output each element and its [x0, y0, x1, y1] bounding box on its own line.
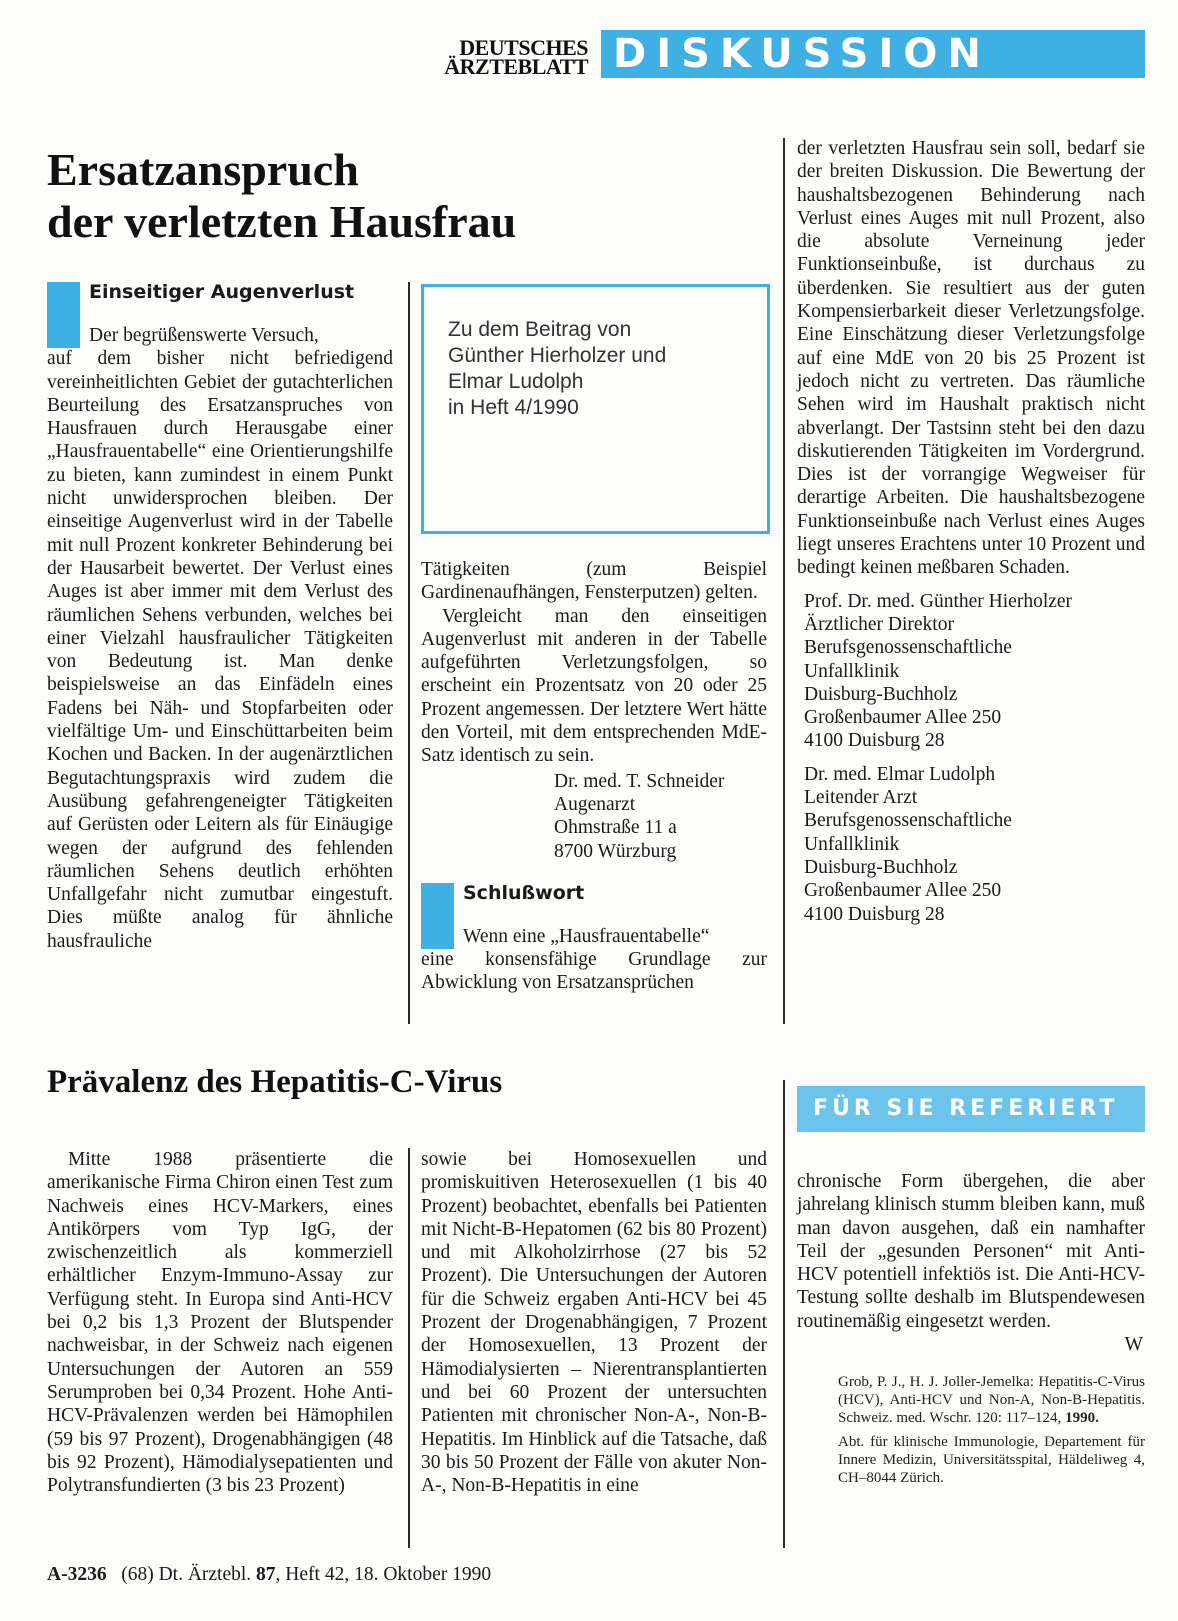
paragraph-body: eine konsensfähige Grundlage zur Abwicklung von Ersatzansprüchen [421, 949, 767, 994]
article2-column-3 [797, 1170, 1145, 1356]
paragraph: Vergleicht man den einseitigen Augenverlust mit anderen in der Tabelle aufgeführten Verletzungsfolgen, so erscheint ein Prozentsatz von 20 oder 25 Prozent angemessen. Der letztere Wert hätte den Vorteil, mit dem entsprechenden MdE-Satz identisch zu sein. [421, 605, 767, 767]
article-title [47, 144, 707, 248]
citation-text: Grob, P. J., H. J. Joller-Jemelka: Hepatitis-C-Virus (HCV), Anti-HCV und Non-A, Non-B-Hepatitis. Schweiz. med. Wschr. 120: 117–124, [838, 1374, 1145, 1426]
signature-name: Dr. med. T. Schneider [554, 770, 725, 792]
article1-column-1 [47, 280, 393, 953]
column-divider [408, 282, 410, 1024]
citation-year: 1990. [1065, 1410, 1099, 1426]
article2-column-1 [47, 1148, 393, 1497]
address-line: Unfallklinik [804, 660, 900, 682]
citation-reference [838, 1373, 1145, 1427]
address-line: Berufsgenossenschaftliche [804, 810, 1012, 832]
masthead-logo [418, 35, 588, 79]
address-line: Großenbaumer Allee 250 [804, 707, 1002, 729]
article-title-line-1: Ersatzanspruch [47, 144, 359, 195]
paragraph-first-line: Wenn eine „Hausfrauentabelle“ [463, 925, 710, 947]
logo-line-1: DEUTSCHES [459, 35, 588, 60]
page-footer [47, 1563, 747, 1587]
reference-line-3: Elmar Ludolph [448, 370, 584, 393]
volume: 87 [256, 1564, 276, 1585]
author-initial: W [1124, 1334, 1143, 1356]
subheading-augenverlust: Einseitiger Augenverlust [89, 281, 355, 303]
page-id: A-3236 [47, 1564, 107, 1585]
address-line: 4100 Duisburg 28 [804, 903, 945, 925]
paragraph-body: auf dem bisher nicht befriedigend vereinheitlichten Gebiet der gutachterlichen Beurteilung des Ersatzanspruches von Hausfrauen durch Herausgabe einer „Hausfrauentabelle“ eine Orientierungshilfe zu bieten, kann zumindest in einem Punkt nicht unwidersprochen bleiben. Der einseitige Augenverlust wird in der Tabelle mit null Prozent konkreter Behinderung bei der Hausarbeit bewertet. Der Verlust eines Auges ist aber immer mit dem Verlust des räumlichen Sehens verbunden, welches bei einer Vielzahl hausfraulicher Tätigkeiten von Bedeutung ist. Man denke beispielsweise an das Einfädeln eines Fadens bei Näh- und Stopfarbeiten oder vielfältige Um- und Einschüttarbeiten beim Kochen und Backen. In der augenärztlichen Begutachtungspraxis wird zudem die Ausübung gefahrengeneigter Tätigkeiten auf Gerüsten oder Leitern als für Einäugige wegen der aufgrund des fehlenden räumlichen Sehens deutlich erhöhten Unfallgefahr nicht zumutbar eingestuft. Dies müßte analog für ähnliche hausfrauliche [47, 348, 393, 952]
signature-title: Augenarzt [554, 793, 636, 815]
author-address-1 [797, 590, 1145, 753]
paragraph-first-line: Der begrüßenswerte Versuch, [89, 325, 319, 346]
subheading-schlusswort: Schlußwort [463, 881, 585, 904]
referiert-banner [797, 1086, 1145, 1132]
column-divider [783, 1080, 785, 1548]
article1-column-2 [421, 558, 767, 995]
signature-street: Ohmstraße 11 a [554, 817, 677, 839]
citation-address: Abt. für klinische Immunologie, Departement für Innere Medizin, Universitätsspital, Häldeliweg 4, CH–8044 Zürich. [838, 1434, 1145, 1486]
paragraph: chronische Form übergehen, die aber jahrelang klinisch stumm bleiben kann, muß man davon ausgehen, daß ein namhafter Teil der „gesunden Personen“ mit Anti-HCV potentiell infektiös ist. Die Anti-HCV-Testung sollte deshalb im Blutspendewesen routinemäßig eingesetzt werden. [797, 1171, 1145, 1332]
page-number: (68) Dt. Ärztebl. [121, 1564, 252, 1585]
address-line: Duisburg-Buchholz [804, 683, 958, 705]
article2-column-2 [421, 1148, 767, 1497]
address-line: Berufsgenossenschaftliche [804, 637, 1012, 659]
letter-signature [421, 770, 767, 863]
address-line: Großenbaumer Allee 250 [804, 880, 1002, 902]
article-title-line-2: der verletzten Hausfrau [47, 196, 517, 247]
paragraph: Tätigkeiten (zum Beispiel Gardinenaufhängen, Fensterputzen) gelten. [421, 559, 767, 604]
author-address-2 [797, 763, 1145, 926]
column-divider [408, 1148, 410, 1548]
address-line: Prof. Dr. med. Günther Hierholzer [804, 590, 1073, 612]
column-divider [783, 138, 785, 1024]
citation [838, 1373, 1145, 1487]
address-line: Duisburg-Buchholz [804, 856, 958, 878]
address-line: Unfallklinik [804, 833, 900, 855]
issue-date: , Heft 42, 18. Oktober 1990 [275, 1564, 492, 1585]
section-banner [601, 30, 1145, 78]
paragraph: sowie bei Homosexuellen und promiskuitiven Heterosexuellen (1 bis 40 Prozent) beobachtet, ebenfalls bei Patienten mit Nicht-B-Hepatomen (62 bis 80 Prozent) und mit Alkoholzirrhose (27 bis 52 Prozent). Die Untersuchungen der Autoren für die Schweiz ergaben Anti-HCV bei 45 Prozent der Drogenabhängigen, 7 Prozent der Homosexuellen, 13 Prozent der Hämodialysierten – Nierentransplantierten und bei 60 Prozent der untersuchten Patienten mit chronischer Non-A-, Non-B-Hepatitis. Im Hinblick auf die Tatsache, daß 30 bis 50 Prozent der Fälle von akuter Non-A-, Non-B-Hepatitis in eine [421, 1149, 767, 1497]
reference-line-2: Günther Hierholzer und [448, 344, 667, 367]
address-line: Leitender Arzt [804, 787, 918, 809]
address-line: Ärztlicher Direktor [804, 613, 954, 635]
reference-line-1: Zu dem Beitrag von [448, 318, 632, 341]
article1-column-3 [797, 137, 1145, 926]
paragraph: der verletzten Hausfrau sein soll, bedarf sie der breiten Diskussion. Die Bewertung der haushaltsbezogenen Behinderung nach Verlust eines Auges mit null Prozent, also die absolute Verneinung jeder Funktionseinbuße, ist durchaus zu überdenken. Sie resultiert aus der guten Kompensierbarkeit dieser Verletzungsfolge. Eine Einschätzung dieser Verletzungsfolge auf eine MdE von 20 bis 25 Prozent ist jedoch nicht zu vertreten. Das räumliche Sehen wird im Haushalt praktisch nicht abverlangt. Der Tastsinn steht bei den dazu diskutierenden Tätigkeiten im Vordergrund. Dies ist der vorrangige Wegweiser für derartige Arbeiten. Die haushaltsbezogene Funktionseinbuße nach Verlust eines Auges liegt unseres Erachtens unter 10 Prozent und bedingt keinen meßbaren Schaden. [797, 138, 1145, 579]
section-title: DISKUSSION [613, 31, 991, 77]
reference-line-4: in Heft 4/1990 [448, 396, 579, 419]
signature-city: 8700 Würzburg [554, 840, 677, 862]
address-line: Dr. med. Elmar Ludolph [804, 763, 996, 785]
logo-line-2: ÄRZTEBLATT [444, 54, 588, 79]
address-line: 4100 Duisburg 28 [804, 730, 945, 752]
article2-title: Prävalenz des Hepatitis-C-Virus [47, 1064, 503, 1100]
reference-box [421, 284, 770, 534]
paragraph: Mitte 1988 präsentierte die amerikanische Firma Chiron einen Test zum Nachweis eines HCV-Markers, eines Antikörpers vom Typ IgG, der zwischenzeitlich als kommerziell erhältlicher Enzym-Immuno-Assay zur Verfügung steht. In Europa sind Anti-HCV bei 0,2 bis 1,3 Prozent der Blutspender nachweisbar, in der Schweiz nach eigenen Untersuchungen der Autoren an 559 Serumproben bei 0,34 Prozent. Hohe Anti-HCV-Prävalenzen werden bei Hämophilen (59 bis 97 Prozent), Drogenabhängigen (48 bis 92 Prozent), Hämodialysepatienten und Polytransfundierten (3 bis 23 Prozent) [47, 1149, 393, 1497]
referiert-title: FÜR SIE REFERIERT [813, 1096, 1119, 1121]
